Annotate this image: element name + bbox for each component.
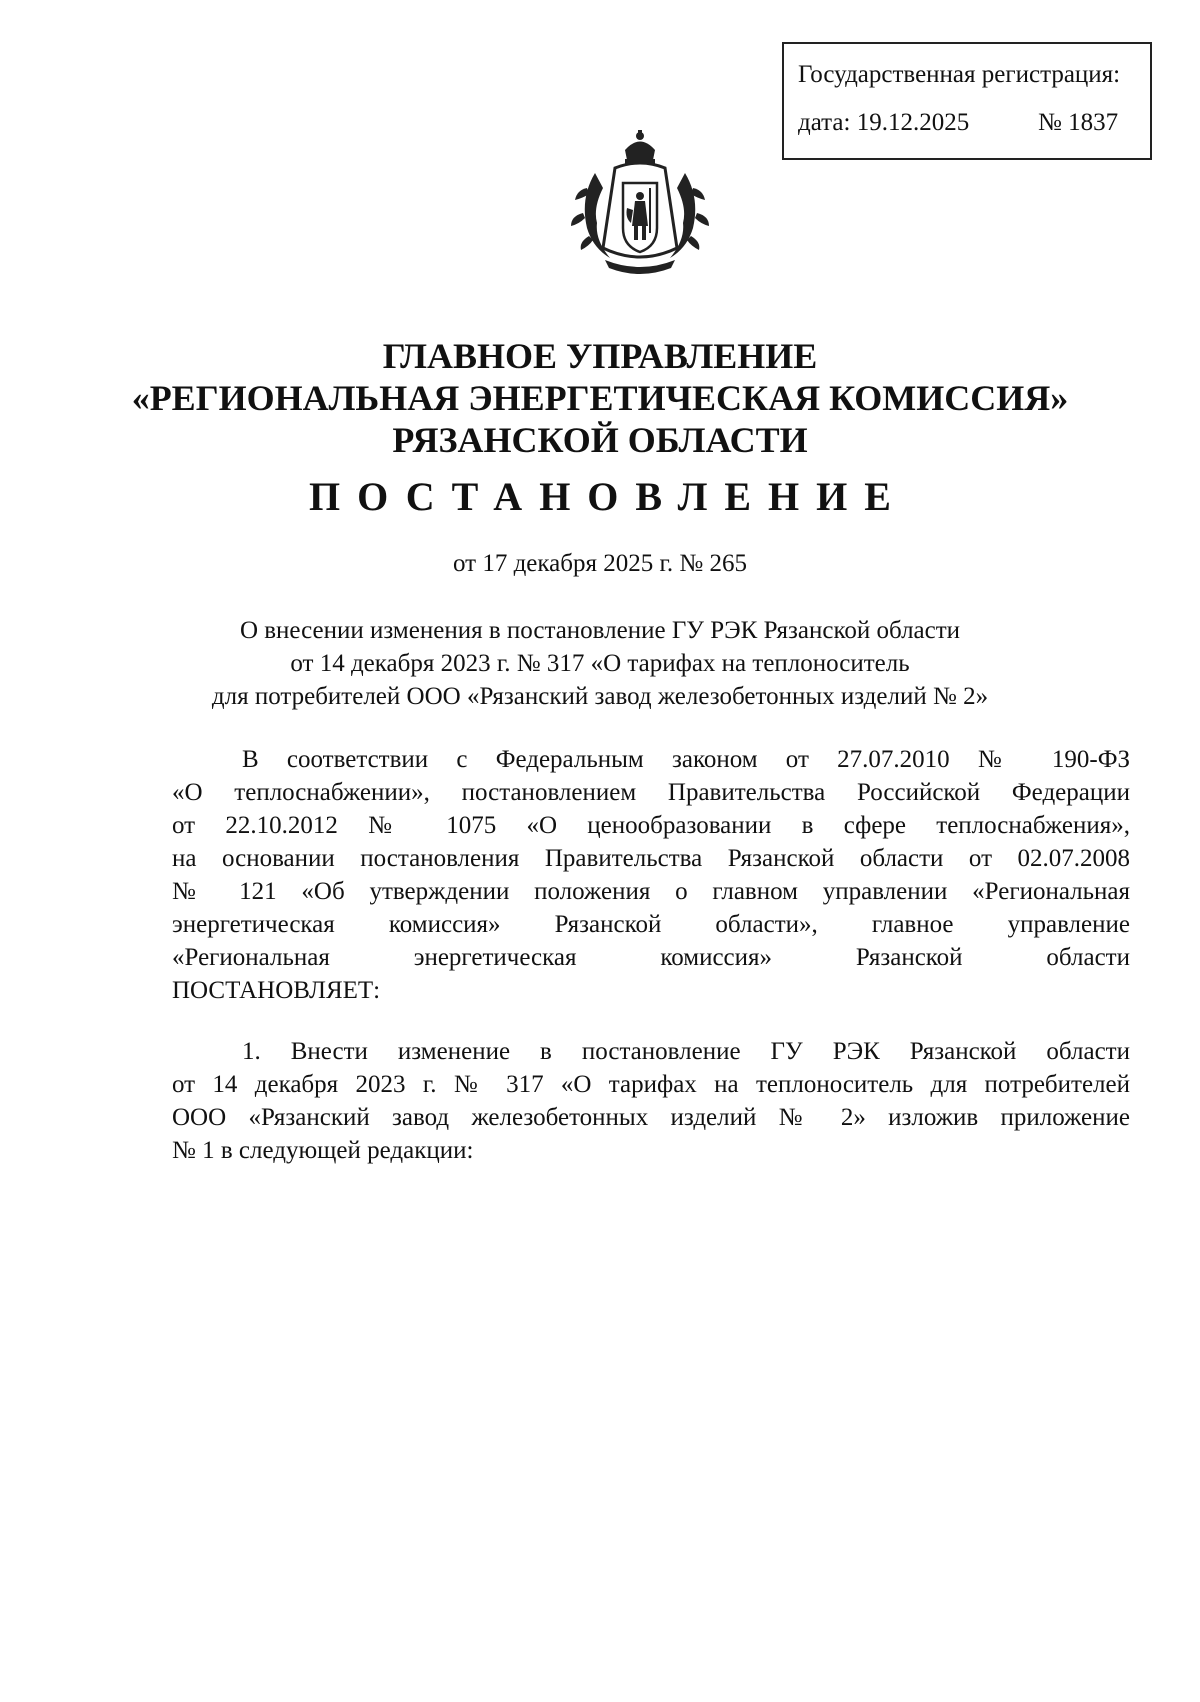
authority-name-line-1: ГЛАВНОЕ УПРАВЛЕНИЕ — [382, 336, 818, 376]
paragraph-line: 1. Внести изменение в постановление ГУ РЭК Рязанской области — [242, 1038, 1130, 1065]
paragraph-line: В соответствии с Федеральным законом от 27.07.2010 № 190-ФЗ — [242, 746, 1130, 773]
registration-title: Государственная регистрация: — [798, 61, 1121, 88]
registration-number: № 1837 — [1038, 109, 1119, 136]
decree-title: ПОСТАНОВЛЕНИЕ — [309, 474, 908, 519]
paragraph-line: от 22.10.2012 № 1075 «О ценообразовании в сфере теплоснабжения», — [172, 812, 1130, 839]
registration-stamp — [782, 42, 1152, 160]
registration-date: дата: 19.12.2025 — [798, 109, 970, 136]
ryazan-coat-of-arms-icon — [565, 128, 715, 278]
paragraph-line: № 1 в следующей редакции: — [172, 1137, 474, 1164]
paragraph-line: «Региональная энергетическая комиссия» Рязанской области — [172, 944, 1130, 971]
decree-subject — [0, 614, 1200, 713]
authority-name-line-3: РЯЗАНСКОЙ ОБЛАСТИ — [392, 420, 808, 460]
paragraph-line: ООО «Рязанский завод железобетонных изделий № 2» изложив приложение — [172, 1104, 1130, 1131]
decree-date: от 17 декабря 2025 г. № 265 — [452, 550, 748, 577]
subject-line: О внесении изменения в постановление ГУ РЭК Рязанской области — [239, 617, 961, 644]
registration-details — [798, 110, 1150, 135]
subject-line: для потребителей ООО «Рязанский завод железобетонных изделий № 2» — [211, 683, 989, 710]
paragraph-line: на основании постановления Правительства Рязанской области от 02.07.2008 — [172, 845, 1130, 872]
paragraph-line: от 14 декабря 2023 г. № 317 «О тарифах на теплоноситель для потребителей — [172, 1071, 1130, 1098]
paragraph-line: № 121 «Об утверждении положения о главном управлении «Региональная — [172, 878, 1130, 905]
clause-1-paragraph — [172, 1035, 1130, 1167]
paragraph-line: энергетическая комиссия» Рязанской области», главное управление — [172, 911, 1130, 938]
paragraph-line: ПОСТАНОВЛЯЕТ: — [172, 977, 381, 1004]
paragraph-line: «О теплоснабжении», постановлением Правительства Российской Федерации — [172, 779, 1130, 806]
preamble-paragraph — [172, 743, 1130, 1007]
subject-line: от 14 декабря 2023 г. № 317 «О тарифах на теплоноситель — [290, 650, 910, 677]
authority-name-line-2: «РЕГИОНАЛЬНАЯ ЭНЕРГЕТИЧЕСКАЯ КОМИССИЯ» — [131, 378, 1069, 418]
